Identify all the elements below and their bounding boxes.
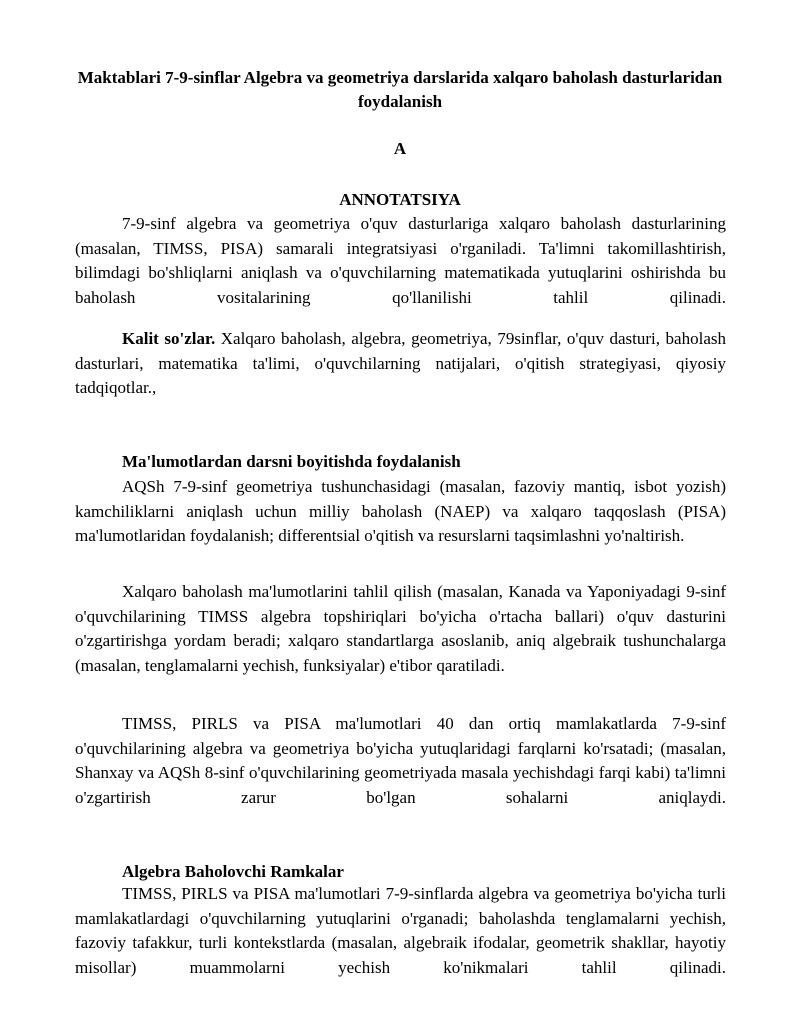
annotation-heading: ANNOTATSIYA	[339, 190, 461, 209]
keywords-text: Xalqaro baholash, algebra, geometriya, 79sinflar, o'quv dasturi, baholash dasturlari, matematika ta'limi, o'quvchilarning natijalari, o'qitish strategiyasi, qiyosiy tadqiqotlar.,	[75, 329, 726, 397]
page-title: Maktablari 7-9-sinflar Algebra va geometriya darslarida xalqaro baholash dasturlaridan foydalanish	[77, 68, 723, 111]
section2-paragraph-1: TIMSS, PIRLS va PISA ma'lumotlari 7-9-sinflarda algebra va geometriya bo'yicha turli mamlakatlardagi o'quvchilarning yutuqlarini o'rganadi; baholashda tenglamalarni yechish, fazoviy tafakkur, turli kontekstlarda (masalan, algebraik ifodalar, geometrik shakllar, hayotiy misollar) muammolarni yechish ko'nikmalari tahlil qilinadi.	[75, 884, 726, 977]
section1-paragraph-3: TIMSS, PIRLS va PISA ma'lumotlari 40 dan ortiq mamlakatlarda 7-9-sinf o'quvchilarining algebra va geometriya bo'yicha yutuqlaridagi farqlarni ko'rsatadi; (masalan, Shanxay va AQSh 8-sinf o'quvchilarining geometriyada masala yechishdagi farqi kabi) ta'limni o'zgartirish zarur bo'lgan sohalarni aniqlaydi.	[75, 714, 726, 807]
section1-paragraph-1: AQSh 7-9-sinf geometriya tushunchasidagi (masalan, fazoviy mantiq, isbot yozish) kamchiliklarni aniqlash uchun milliy baholash (NAEP) va xalqaro taqqoslash (PISA) ma'lumotlaridan foydalanish; differentsial o'qitish va resurslarni taqsimlashni yo'naltirish.	[75, 477, 726, 545]
section-heading: Ma'lumotlardan darsni boyitishda foydalanish	[122, 452, 461, 471]
section-heading: Algebra Baholovchi Ramkalar	[122, 862, 344, 881]
section1-paragraph-2: Xalqaro baholash ma'lumotlarini tahlil qilish (masalan, Kanada va Yaponiyadagi 9-sinf o'quvchilarining TIMSS algebra topshiriqlari bo'yicha o'rtacha ballari) o'quv dasturini o'zgartirishga yordam beradi; xalqaro standartlarga asoslanib, aniq algebraik tushunchalarga (masalan, tenglamalarni yechish, funksiyalar) e'tibor qaratiladi.	[75, 582, 726, 675]
keywords-paragraph	[75, 327, 726, 401]
annotation-paragraph: 7-9-sinf algebra va geometriya o'quv dasturlariga xalqaro baholash dasturlarining (masalan, TIMSS, PISA) samarali integratsiyasi o'rganiladi. Ta'limni takomillashtirish, bilimdagi bo'shliqlarni aniqlash va o'quvchilarning matematikada yutuqlarini oshirishda bu baholash vositalarining qo'llanilishi tahlil qilinadi.	[75, 214, 726, 307]
keywords-label: Kalit so'zlar.	[122, 329, 216, 348]
author-initial: A	[393, 139, 407, 158]
